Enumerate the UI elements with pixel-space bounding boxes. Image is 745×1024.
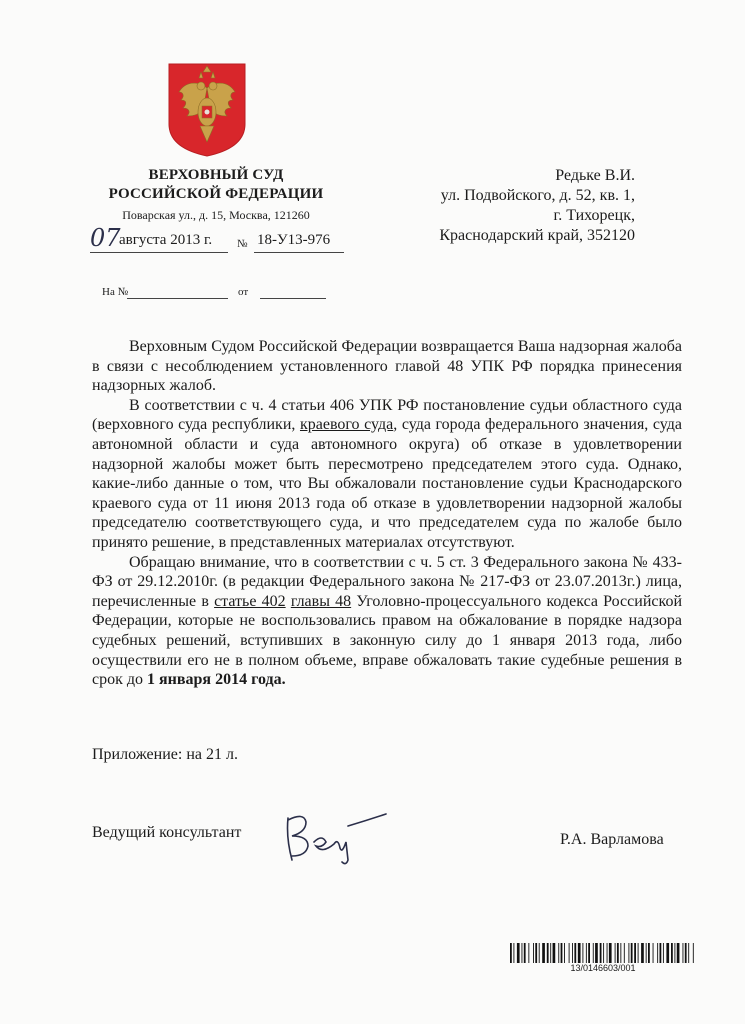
ref-from-label: от	[238, 286, 249, 298]
date-day-handwritten: 07	[90, 224, 121, 252]
organization-address: Поварская ул., д. 15, Москва, 121260	[122, 208, 310, 222]
ref-number-line	[127, 298, 228, 299]
paragraph-2	[92, 396, 682, 553]
paragraph-1: Верховным Судом Российской Федерации возвращается Ваша надзорная жалоба в связи с несоблюдением установленного главой 48 УПК РФ порядка принесения надзорных жалоб.	[92, 338, 682, 395]
recipient-name: Редьке В.И.	[555, 167, 635, 184]
handwritten-signature	[282, 808, 392, 866]
signatory-name: Р.А. Варламова	[560, 831, 664, 848]
p2-text-a: В соответствии с ч. 4 статьи 406 УПК РФ постановление судьи областного суда (верховного суда республики,	[92, 396, 682, 434]
number-sign: №	[237, 238, 248, 250]
organization-name	[92, 166, 340, 204]
p3-underlined-chapter: главы 48	[290, 592, 352, 610]
paragraph-3	[92, 553, 682, 690]
ref-date-line	[260, 298, 326, 299]
org-name-line2: РОССИЙСКОЙ ФЕДЕРАЦИИ	[108, 186, 324, 202]
p3-text-b: Уголовно-процессуального кодекса Российской Федерации, которые не воспользовались правом на обжалование в порядке надзора судебных решений, вступивших в законную силу до 1 января 2013 года, либо осуществили его не в полном объеме, вправе обжаловать такие судебные решения в срок до	[92, 592, 683, 689]
barcode-image	[510, 943, 696, 979]
p3-deadline-bold: 1 января 2014 года.	[147, 671, 286, 689]
document-number: 18-У13-976	[257, 232, 331, 248]
recipient-block	[405, 166, 635, 246]
p2-underlined-court: краевого суда	[299, 416, 394, 434]
p3-text-a: Обращаю внимание, что в соответствии с ч. 5 ст. 3 Федерального закона № 433-ФЗ от 29.12.2010г. (в редакции Федерального закона № 217-ФЗ от 23.07.2013г.) лица, перечисленные в	[92, 553, 682, 610]
barcode-number: 13/0146603/001	[510, 963, 696, 973]
coat-of-arms-emblem	[167, 62, 247, 158]
p2-text-b: , суда города федерального значения, суда автономной области и суда автономного округа) об отказе в удовлетворении надзорной жалобы может быть пересмотрено председателем этого суда. Однако, какие-либо данные о том, что Вы обжаловали постановление судьи Краснодарского краевого суда от 11 июня 2013 года об отказе в удовлетворении надзорной жалобы председателю соответствующего суда, и что председателем суда по жалобе было принято решение, в представленных материалах отсутствуют.	[92, 416, 683, 551]
number-underline	[254, 252, 344, 253]
signatory-title: Ведущий консультант	[92, 824, 242, 841]
recipient-street: ул. Подвойского, д. 52, кв. 1,	[440, 187, 635, 204]
attachment-note: Приложение: на 21 л.	[92, 746, 238, 763]
reference-row	[102, 286, 342, 302]
recipient-city: г. Тихорецк,	[553, 207, 635, 224]
p3-underlined-article: статье 402	[214, 592, 286, 610]
date-month-year: августа 2013 г.	[119, 232, 213, 248]
date-underline	[90, 252, 228, 253]
ref-label: На №	[102, 286, 129, 298]
recipient-region: Краснодарский край, 352120	[439, 227, 635, 244]
document-date-number	[90, 224, 350, 254]
letter-body	[92, 337, 682, 690]
org-name-line1: ВЕРХОВНЫЙ СУД	[148, 167, 284, 183]
